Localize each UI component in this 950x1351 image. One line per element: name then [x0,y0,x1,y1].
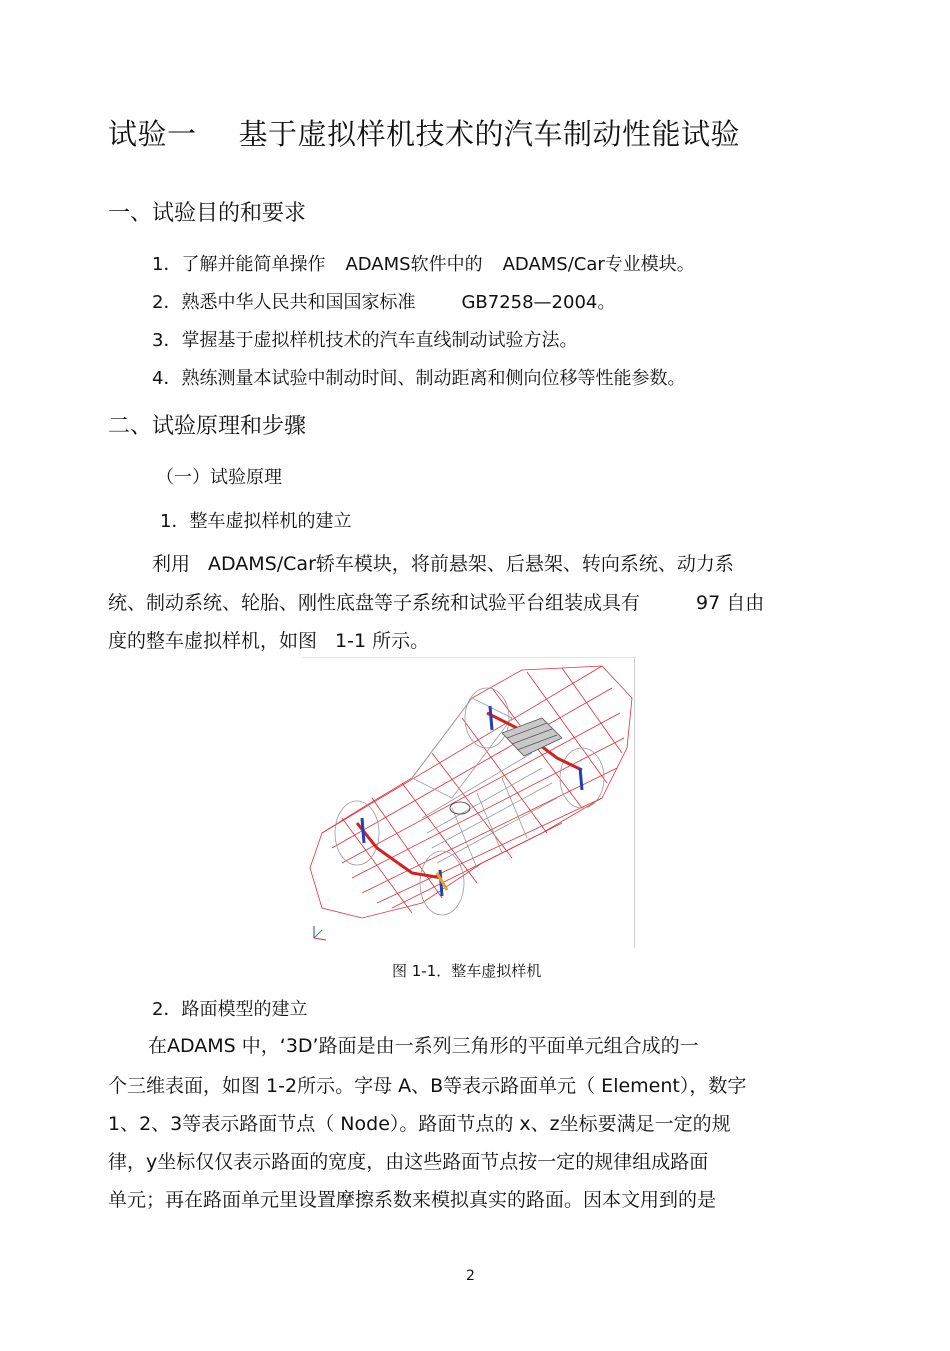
section-heading-1: 一、试验目的和要求 [108,201,307,226]
list-item: 1．了解并能简单操作 ADAMS软件中的 ADAMS/Car专业模块。 [152,254,695,275]
paragraph-line: 统、制动系统、轮胎、刚性底盘等子系统和试验平台组装成具有 97 自由 [108,592,765,614]
step-heading-1: 1．整车虚拟样机的建立 [160,511,352,532]
windshield [412,698,512,798]
front-suspension [357,823,442,878]
list-item: 3．掌握基于虚拟样机技术的汽车直线制动试验方法。 [152,330,578,351]
steering-wheel [450,802,470,814]
page-number: 2 [466,1268,475,1284]
list-item: 2．熟悉中华人民共和国国家标准 GB7258—2004。 [152,292,616,313]
title-text: 基于虚拟样机技术的汽车制动性能试验 [238,117,741,151]
front-left-wheel [335,801,379,865]
step-heading-2: 2．路面模型的建立 [152,999,308,1020]
rear-left-wheel [465,688,509,748]
page-title [108,112,740,153]
paragraph-line: 单元；再在路面单元里设置摩擦系数来模拟真实的路面。因本文用到的是 [108,1189,717,1211]
car-wireframe-figure [302,657,635,948]
title-number: 试验一 [108,117,197,151]
paragraph-line: 利用 ADAMS/Car轿车模块，将前悬架、后悬架、转向系统、动力系 [152,553,734,575]
paragraph-line: 度的整车虚拟样机，如图 1-1 所示。 [108,630,430,652]
list-item: 4．熟练测量本试验中制动时间、制动距离和侧向位移等性能参数。 [152,368,686,389]
paragraph-line: 律，y坐标仅仅表示路面的宽度，由这些路面节点按一定的规律组成路面 [108,1151,709,1173]
subsection-heading: （一）试验原理 [156,467,282,488]
section-heading-2: 二、试验原理和步骤 [108,414,307,439]
axis-triad [314,926,326,940]
figure-caption: 图 1-1．整车虚拟样机 [392,962,542,980]
paragraph-line: 1、2、3等表示路面节点（ Node）。路面节点的 x、z坐标要满足一定的规 [108,1113,731,1135]
paragraph-line: 在ADAMS 中，‘3D’路面是由一系列三角形的平面单元组合成的一 [148,1035,699,1057]
car-wireframe-illustration [302,658,634,948]
paragraph-line: 个三维表面，如图 1-2所示。字母 A、B等表示路面单元（ Element），数字 [108,1075,747,1097]
